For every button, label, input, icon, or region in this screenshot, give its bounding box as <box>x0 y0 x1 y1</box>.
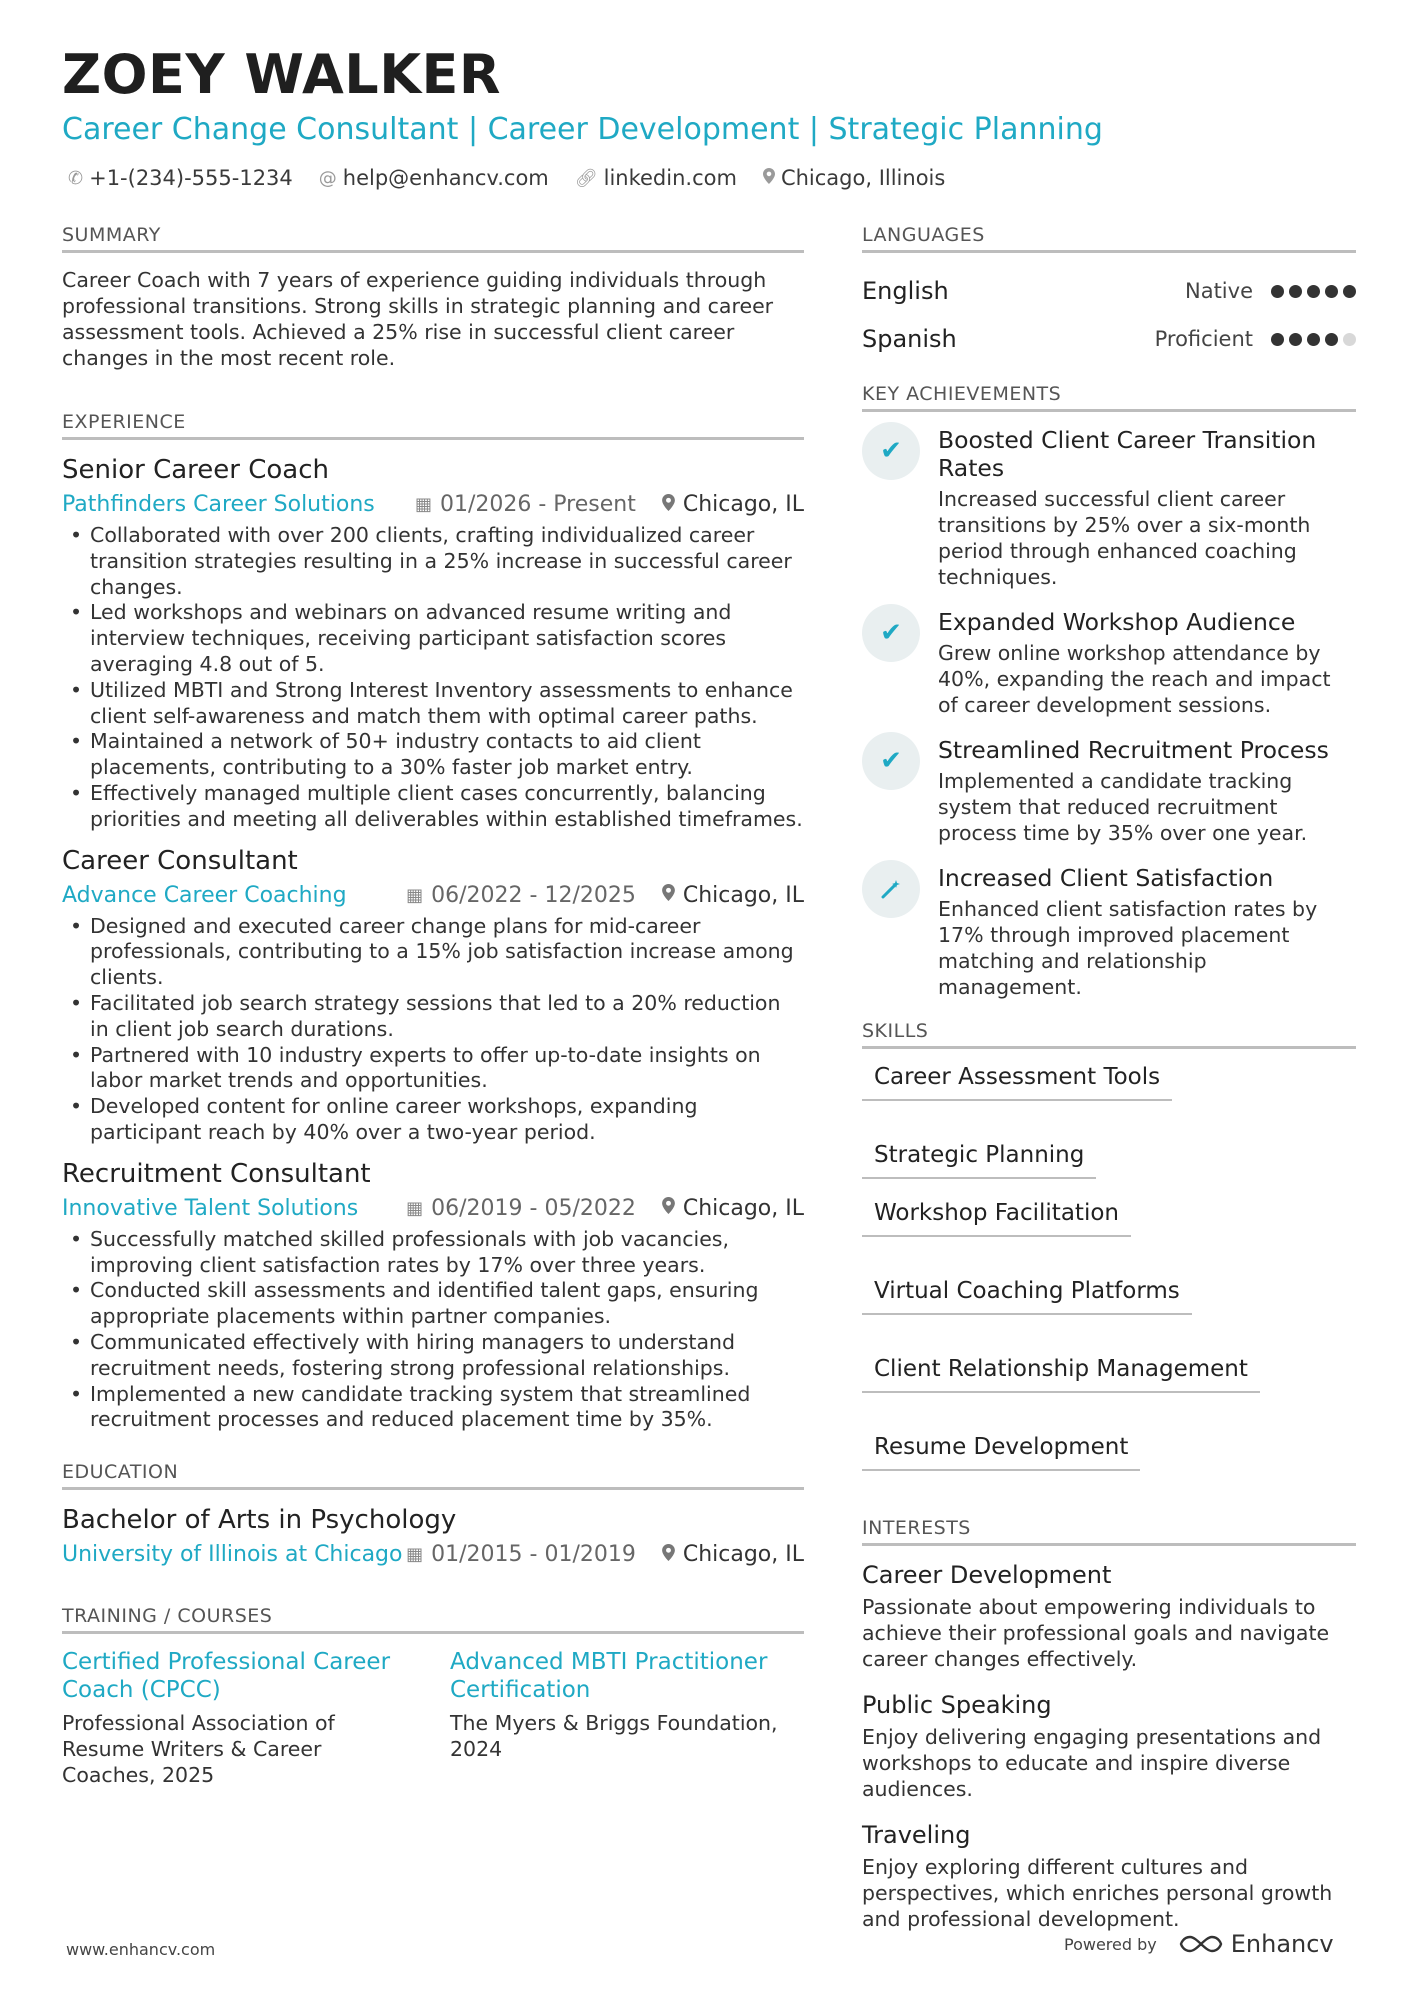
skill-tag: Client Relationship Management <box>862 1355 1260 1393</box>
school-name: University of Illinois at Chicago <box>62 1542 403 1568</box>
contact-linkedin[interactable] <box>575 166 737 190</box>
location-text: Chicago, IL <box>682 1195 804 1221</box>
job-title: Senior Career Coach <box>62 455 329 485</box>
job-location <box>662 883 804 908</box>
footer-branding <box>1064 1930 1334 1958</box>
summary-section <box>62 224 804 371</box>
section-title-summary: SUMMARY <box>62 224 804 253</box>
location-icon <box>662 494 675 516</box>
language-rating <box>1271 285 1356 298</box>
skill-tag: Virtual Coaching Platforms <box>862 1277 1192 1315</box>
bullet-item: • Effectively managed multiple client cases concurrently, balancing priorities and meeting all deliverables within established timeframes. <box>62 781 804 833</box>
bullet-item: • Led workshops and webinars on advanced resume writing and interview techniques, receiving participant satisfaction scores averaging 4.8 out of 5. <box>62 600 804 677</box>
job-bullets <box>62 914 804 1146</box>
company-name: Innovative Talent Solutions <box>62 1195 359 1221</box>
training-org: The Myers & Briggs Foundation, 2024 <box>450 1711 778 1762</box>
job-bullets <box>62 1227 804 1433</box>
training-name: Certified Professional Career Coach (CPCC) <box>62 1649 391 1704</box>
achievement-item <box>862 426 1356 590</box>
job-dates <box>406 883 636 908</box>
job-entry <box>62 454 804 833</box>
rating-dot-filled <box>1325 333 1338 346</box>
bullet-item: • Utilized MBTI and Strong Interest Inventory assessments to enhance client self-awareness and match them with optimal career paths. <box>62 678 804 730</box>
job-title: Career Consultant <box>62 845 298 876</box>
achievement-desc: Implemented a candidate tracking system that reduced recruitment process time by 35% over one year. <box>938 769 1308 845</box>
rating-dot-filled <box>1289 333 1302 346</box>
company-name: Advance Career Coaching <box>62 882 347 908</box>
training-org: Professional Association of Resume Writers & Career Coaches, 2025 <box>62 1711 335 1788</box>
calendar-icon: ▦ <box>406 1544 424 1566</box>
language-item <box>862 267 1356 315</box>
skills-list <box>862 1063 1356 1471</box>
rating-dot-filled <box>1307 333 1320 346</box>
language-level: Native <box>1185 279 1253 303</box>
contact-email[interactable] <box>319 166 549 190</box>
achievement-item <box>862 736 1356 846</box>
interest-title: Public Speaking <box>862 1691 1052 1719</box>
bullet-item: • Partnered with 10 industry experts to offer up-to-date insights on labor market trends and opportunities. <box>62 1043 804 1095</box>
training-name: Advanced MBTI Practitioner Certification <box>450 1649 768 1704</box>
calendar-icon: ▦ <box>406 884 424 906</box>
job-dates <box>415 492 636 517</box>
email-text: help@enhancv.com <box>342 166 549 190</box>
magic-wand-icon <box>862 860 920 918</box>
location-icon <box>662 884 675 906</box>
training-section <box>62 1605 804 1788</box>
job-dates <box>406 1196 636 1221</box>
job-bullets <box>62 523 804 833</box>
job-location <box>662 492 804 517</box>
language-rating <box>1271 333 1356 346</box>
skill-tag: Strategic Planning <box>862 1141 1096 1179</box>
contact-location <box>763 166 945 190</box>
bullet-item: • Facilitated job search strategy sessions that led to a 20% reduction in client job search durations. <box>62 991 804 1043</box>
section-title-education: EDUCATION <box>62 1461 804 1490</box>
location-icon <box>662 1544 675 1566</box>
calendar-icon: ▦ <box>414 494 432 515</box>
section-title-skills: SKILLS <box>862 1020 1356 1049</box>
bullet-item: • Developed content for online career workshops, expanding participant reach by 40% over a two-year period. <box>62 1094 804 1146</box>
bullet-item: • Designed and executed career change plans for mid-career professionals, contributing to a 15% job satisfaction increase among clients. <box>62 914 804 991</box>
job-meta <box>62 883 804 908</box>
dates-text: 06/2022 - 12/2025 <box>431 882 636 908</box>
location-text: Chicago, IL <box>682 492 804 517</box>
location-text: Chicago, Illinois <box>780 166 946 190</box>
interest-item <box>862 1820 1356 1932</box>
education-section <box>62 1461 804 1567</box>
at-icon: @ <box>318 167 337 189</box>
location-icon <box>763 168 775 189</box>
job-meta <box>62 492 804 517</box>
language-item <box>862 315 1356 363</box>
rating-dot-filled <box>1325 285 1338 298</box>
dates-text: 06/2019 - 05/2022 <box>431 1195 636 1221</box>
bullet-item: • Successfully matched skilled professionals with job vacancies, improving client satisfaction rates by 17% over three years. <box>62 1227 804 1279</box>
job-entry <box>62 1158 804 1433</box>
training-item <box>62 1648 416 1788</box>
skill-tag: Career Assessment Tools <box>862 1063 1172 1101</box>
bullet-item: • Conducted skill assessments and identified talent gaps, ensuring appropriate placements within partner companies. <box>62 1278 804 1330</box>
contact-bar <box>68 166 945 190</box>
brand-logo[interactable] <box>1179 1930 1334 1958</box>
education-dates <box>406 1542 636 1567</box>
skill-tag: Workshop Facilitation <box>862 1199 1131 1237</box>
rating-dot-filled <box>1343 285 1356 298</box>
dates-text: 01/2026 - Present <box>439 492 636 517</box>
linkedin-text: linkedin.com <box>603 166 737 190</box>
interest-item <box>862 1690 1356 1802</box>
education-location <box>662 1542 804 1567</box>
achievement-title: Boosted Client Career Transition Rates <box>938 426 1317 482</box>
interest-item <box>862 1560 1356 1672</box>
link-icon: 🔗︎ <box>574 167 598 189</box>
rating-dot-filled <box>1307 285 1320 298</box>
language-name: Spanish <box>862 325 957 353</box>
achievement-item <box>862 608 1356 718</box>
section-title-languages: LANGUAGES <box>862 224 1356 253</box>
achievement-title: Expanded Workshop Audience <box>938 608 1296 636</box>
bullet-item: • Maintained a network of 50+ industry contacts to aid client placements, contributing to a 30% faster job market entry. <box>62 729 804 781</box>
training-item <box>450 1648 804 1788</box>
brand-name: Enhancv <box>1230 1930 1334 1958</box>
bullet-item: • Communicated effectively with hiring managers to understand recruitment needs, fostering strong professional relationships. <box>62 1330 804 1382</box>
location-text: Chicago, IL <box>682 882 804 908</box>
summary-text: Career Coach with 7 years of experience guiding individuals through professional transitions. Strong skills in strategic planning and career assessment tools. Achieved a 25% rise in successful client career changes in the most recent role. <box>62 268 774 370</box>
achievement-desc: Grew online workshop attendance by 40%, expanding the reach and impact of career development sessions. <box>938 641 1331 717</box>
check-icon: ✔ <box>862 604 920 662</box>
achievement-item <box>862 864 1356 1000</box>
location-icon <box>662 1197 675 1219</box>
achievement-desc: Increased successful client career transitions by 25% over a six-month period through enhanced coaching techniques. <box>938 487 1311 589</box>
location-text: Chicago, IL <box>682 1542 804 1568</box>
dates-text: 01/2015 - 01/2019 <box>431 1542 636 1568</box>
job-title: Recruitment Consultant <box>62 1158 371 1189</box>
phone-icon: ✆ <box>68 167 84 189</box>
section-title-interests: INTERESTS <box>862 1517 1356 1546</box>
candidate-name: ZOEY WALKER <box>62 43 502 106</box>
rating-dot-filled <box>1289 285 1302 298</box>
job-entry <box>62 845 804 1146</box>
interest-desc: Enjoy delivering engaging presentations and workshops to educate and inspire diverse audiences. <box>862 1725 1322 1801</box>
contact-phone[interactable] <box>68 166 293 190</box>
interest-title: Career Development <box>862 1561 1112 1589</box>
bullet-item: • Collaborated with over 200 clients, crafting individualized career transition strategies resulting in a 25% increase in successful career changes. <box>62 523 804 600</box>
rating-dot-filled <box>1271 333 1284 346</box>
achievement-desc: Enhanced client satisfaction rates by 17% through improved placement matching and relationship management. <box>938 897 1318 999</box>
section-title-achievements: KEY ACHIEVEMENTS <box>862 383 1356 412</box>
interest-desc: Enjoy exploring different cultures and perspectives, which enriches personal growth and professional development. <box>862 1855 1333 1931</box>
footer-website[interactable]: www.enhancv.com <box>66 1940 216 1959</box>
achievement-title: Streamlined Recruitment Process <box>938 736 1329 764</box>
candidate-headline: Career Change Consultant | Career Development | Strategic Planning <box>62 112 1103 147</box>
language-level: Proficient <box>1154 327 1253 351</box>
rating-dot-filled <box>1271 285 1284 298</box>
phone-text: +1-(234)-555-1234 <box>89 166 293 190</box>
check-icon: ✔ <box>862 422 920 480</box>
powered-by-label: Powered by <box>1064 1934 1157 1954</box>
education-meta <box>62 1542 804 1567</box>
interest-desc: Passionate about empowering individuals to achieve their professional goals and navigate career changes effectively. <box>862 1595 1330 1671</box>
interest-title: Traveling <box>862 1821 971 1849</box>
language-name: English <box>862 277 949 305</box>
company-name: Pathfinders Career Solutions <box>62 492 375 517</box>
degree-title: Bachelor of Arts in Psychology <box>62 1505 457 1536</box>
achievement-title: Increased Client Satisfaction <box>938 864 1274 892</box>
interests-section <box>862 1517 1356 1932</box>
calendar-icon: ▦ <box>406 1197 424 1219</box>
experience-section <box>62 411 804 1433</box>
job-meta <box>62 1196 804 1221</box>
bullet-item: • Implemented a new candidate tracking system that streamlined recruitment processes and reduced placement time by 35%. <box>62 1382 804 1434</box>
right-column <box>862 224 1356 1950</box>
languages-section <box>862 224 1356 363</box>
section-title-experience: EXPERIENCE <box>62 411 804 440</box>
section-title-training: TRAINING / COURSES <box>62 1605 804 1634</box>
skill-tag: Resume Development <box>862 1433 1140 1471</box>
skills-section <box>862 1020 1356 1471</box>
training-list <box>62 1648 804 1788</box>
check-icon: ✔ <box>862 732 920 790</box>
left-column <box>62 224 804 1788</box>
rating-dot-empty <box>1343 333 1356 346</box>
achievements-section <box>862 383 1356 1000</box>
infinity-logo-icon <box>1179 1933 1223 1955</box>
job-location <box>662 1196 804 1221</box>
